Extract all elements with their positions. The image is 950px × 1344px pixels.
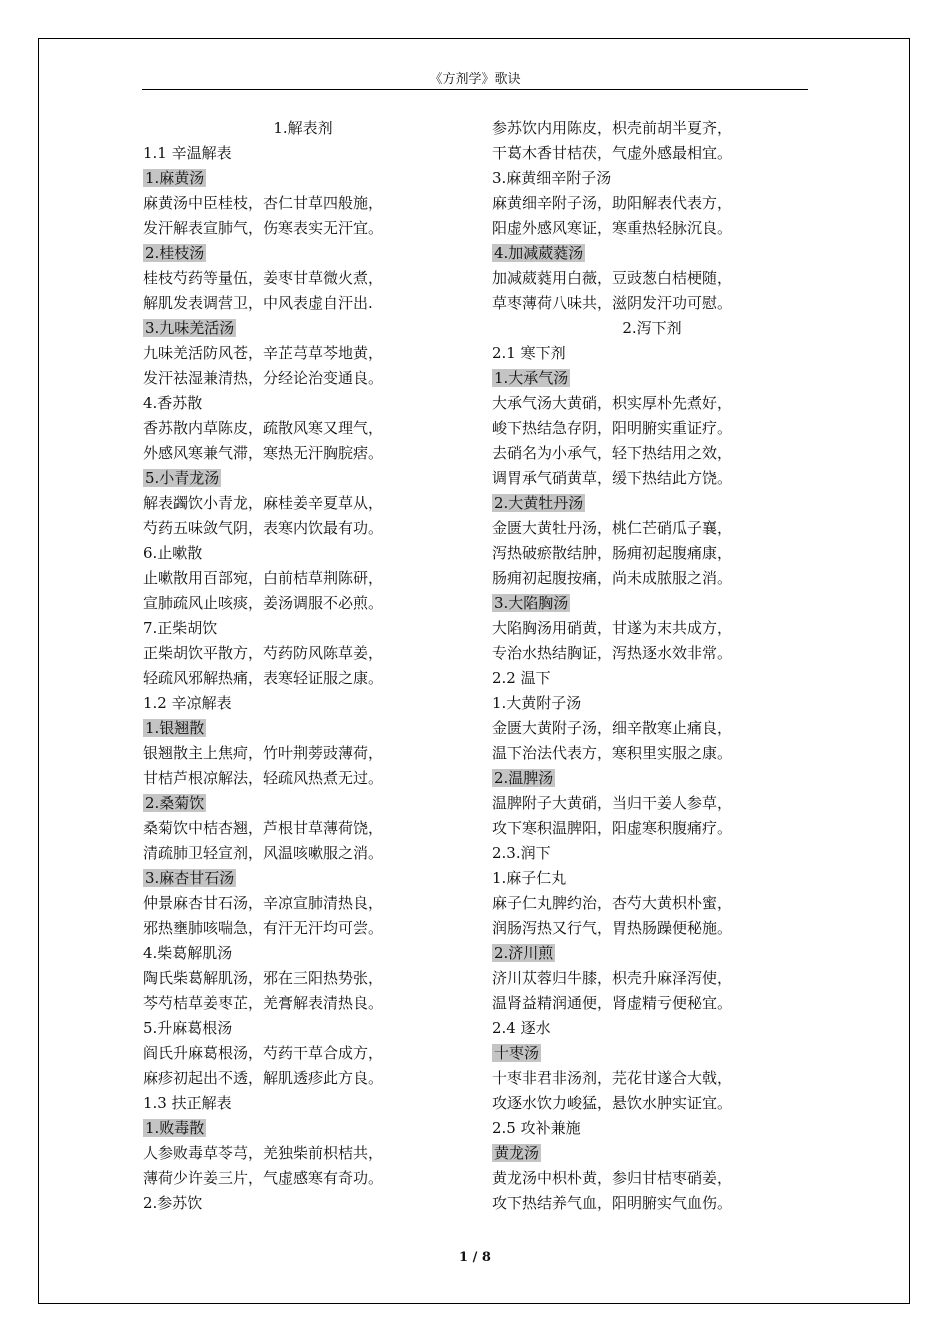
verse-line-text: 肠痈初起腹按痛，尚未成脓服之消。 [492,569,733,587]
verse-line-text: 峻下热结急存阴，阳明腑实重证疗。 [492,419,733,437]
subsection-title-text: 6.止嗽散 [143,544,203,562]
verse-line [143,891,463,916]
verse-line [492,391,812,416]
subsection-title-text: 3.麻黄细辛附子汤 [492,169,612,187]
verse-line-text: 桑菊饮中桔杏翘，芦根甘草薄荷饶， [143,819,384,837]
verse-line-text: 宣肺疏风止咳痰，姜汤调服不必煎。 [143,594,384,612]
subsection-title-text: 2.1 寒下剂 [492,344,566,362]
subsection-title [143,1016,463,1041]
verse-line-text: 调胃承气硝黄草，缓下热结此方饶。 [492,469,733,487]
verse-line-text: 攻逐水饮力峻猛，悬饮水肿实证宜。 [492,1094,733,1112]
verse-line [492,891,812,916]
formula-title-highlighted-text: 1.大承气汤 [494,369,569,387]
verse-line-text: 银翘散主上焦疴，竹叶荆蒡豉薄荷， [143,744,384,762]
subsection-title [143,1191,463,1216]
formula-title-highlighted-text: 黄龙汤 [494,1144,540,1162]
subsection-title-text: 4.香苏散 [143,394,203,412]
verse-line-text: 发汗解表宣肺气，伤寒表实无汗宜。 [143,219,384,237]
formula-title-highlighted-text: 2.桂枝汤 [145,244,205,262]
verse-line [492,566,812,591]
verse-line [143,191,463,216]
verse-line-text: 麻黄汤中臣桂枝，杏仁甘草四般施， [143,194,384,212]
page-number: 1 / 8 [459,1250,491,1265]
verse-line-text: 芩芍桔草姜枣芷，羌膏解表清热良。 [143,994,384,1012]
verse-line-text: 大陷胸汤用硝黄，甘遂为末共成方， [492,619,733,637]
subsection-title-text: 2.参苏饮 [143,1194,203,1212]
subsection-title-text: 1.2 辛凉解表 [143,694,232,712]
subsection-title [492,666,812,691]
verse-line [492,516,812,541]
verse-line-text: 温肾益精润通便，肾虚精亏便秘宜。 [492,994,733,1012]
verse-line-text: 加减葳蕤用白薇，豆豉葱白桔梗随， [492,269,733,287]
verse-line [143,641,463,666]
verse-line [492,141,812,166]
verse-line [492,991,812,1016]
right-column [492,116,812,1216]
verse-line [143,416,463,441]
verse-line-text: 解表蠲饮小青龙，麻桂姜辛夏草从， [143,494,384,512]
formula-title-highlighted [143,716,463,741]
verse-line [143,1066,463,1091]
verse-line-text: 黄龙汤中枳朴黄，参归甘桔枣硝姜， [492,1169,733,1187]
verse-line-text: 阳虚外感风寒证，寒重热轻脉沉良。 [492,219,733,237]
verse-line [492,441,812,466]
subsection-title-text: 1.1 辛温解表 [143,144,232,162]
formula-title-highlighted [492,491,812,516]
subsection-title [492,866,812,891]
formula-title-highlighted-text: 5.小青龙汤 [145,469,220,487]
verse-line [143,1141,463,1166]
verse-line-text: 济川苁蓉归牛膝，枳壳升麻泽泻使， [492,969,733,987]
verse-line-text: 外感风寒兼气滞，寒热无汗胸脘痞。 [143,444,384,462]
verse-line [143,991,463,1016]
header-rule [142,89,808,90]
verse-line-text: 邪热壅肺咳喘急，有汗无汗均可尝。 [143,919,384,937]
formula-title-highlighted-text: 3.麻杏甘石汤 [145,869,235,887]
verse-line [492,1066,812,1091]
verse-line [492,916,812,941]
left-column [143,116,463,1216]
subsection-title [492,841,812,866]
verse-line-text: 发汗祛湿兼清热，分经论治变通良。 [143,369,384,387]
verse-line [492,416,812,441]
subsection-title-text: 1.麻子仁丸 [492,869,567,887]
verse-line [143,841,463,866]
subsection-title [492,1116,812,1141]
verse-line-text: 轻疏风邪解热痛，表寒轻证服之康。 [143,669,384,687]
subsection-title [143,141,463,166]
verse-line [143,1166,463,1191]
formula-title-highlighted-text: 2.大黄牡丹汤 [494,494,584,512]
subsection-title-text: 4.柴葛解肌汤 [143,944,233,962]
formula-title-highlighted [492,1041,812,1066]
formula-title-highlighted [143,466,463,491]
verse-line-text: 干葛木香甘桔茯，气虚外感最相宜。 [492,144,733,162]
verse-line [492,466,812,491]
verse-line [143,1041,463,1066]
verse-line [492,791,812,816]
subsection-title [492,341,812,366]
verse-line-text: 十枣非君非汤剂，芫花甘遂合大戟， [492,1069,733,1087]
formula-title-highlighted [143,166,463,191]
verse-line [143,291,463,316]
subsection-title-text: 1.3 扶正解表 [143,1094,232,1112]
formula-title-highlighted-text: 2.桑菊饮 [145,794,205,812]
verse-line-text: 麻疹初起出不透，解肌透疹此方良。 [143,1069,384,1087]
verse-line [492,741,812,766]
formula-title-highlighted-text: 十枣汤 [494,1044,540,1062]
verse-line [143,341,463,366]
subsection-title [143,1091,463,1116]
subsection-title [492,166,812,191]
verse-line-text: 清疏肺卫轻宣剂，风温咳嗽服之消。 [143,844,384,862]
subsection-title-text: 1.大黄附子汤 [492,694,582,712]
formula-title-highlighted [492,366,812,391]
section-heading-text: 1.解表剂 [273,119,333,137]
verse-line-text: 温脾附子大黄硝，当归干姜人参草， [492,794,733,812]
formula-title-highlighted [492,766,812,791]
verse-line-text: 阎氏升麻葛根汤，芍药干草合成方， [143,1044,384,1062]
verse-line [492,1091,812,1116]
subsection-title-text: 2.3.润下 [492,844,551,862]
verse-line [492,266,812,291]
subsection-title-text: 2.2 温下 [492,669,551,687]
section-heading [143,116,463,141]
subsection-title [143,941,463,966]
verse-line [143,441,463,466]
formula-title-highlighted [143,1116,463,1141]
verse-line-text: 陶氏柴葛解肌汤，邪在三阳热势张， [143,969,384,987]
verse-line [143,766,463,791]
verse-line [143,266,463,291]
verse-line [492,716,812,741]
verse-line [143,916,463,941]
verse-line [143,516,463,541]
verse-line-text: 止嗽散用百部宛，白前桔草荆陈研， [143,569,384,587]
verse-line-text: 专治水热结胸证，泻热逐水效非常。 [492,644,733,662]
verse-line-text: 草枣薄荷八味共，滋阴发汗功可慰。 [492,294,733,312]
formula-title-highlighted-text: 1.银翘散 [145,719,205,737]
verse-line [143,966,463,991]
verse-line [143,491,463,516]
verse-line-text: 大承气汤大黄硝，枳实厚朴先煮好， [492,394,733,412]
verse-line-text: 解肌发表调营卫，中风表虚自汗出. [143,294,373,312]
verse-line-text: 薄荷少许姜三片，气虚感寒有奇功。 [143,1169,384,1187]
verse-line-text: 润肠泻热又行气，胃热肠躁便秘施。 [492,919,733,937]
subsection-title [492,691,812,716]
verse-line [492,641,812,666]
subsection-title [143,541,463,566]
verse-line [143,666,463,691]
formula-title-highlighted [143,866,463,891]
verse-line [143,591,463,616]
verse-line [143,216,463,241]
verse-line [143,741,463,766]
formula-title-highlighted [143,241,463,266]
verse-line-text: 桂枝芍药等量伍，姜枣甘草微火煮， [143,269,384,287]
verse-line [492,966,812,991]
verse-line-text: 九味羌活防风苍，辛芷芎草芩地黄， [143,344,384,362]
verse-line [492,216,812,241]
verse-line-text: 正柴胡饮平散方，芍药防风陈草姜， [143,644,384,662]
verse-line-text: 攻下寒积温脾阳，阳虚寒积腹痛疗。 [492,819,733,837]
verse-line-text: 芍药五味敛气阴，表寒内饮最有功。 [143,519,384,537]
verse-line [492,541,812,566]
formula-title-highlighted-text: 2.温脾汤 [494,769,554,787]
formula-title-highlighted-text: 1.麻黄汤 [145,169,205,187]
verse-line-text: 泻热破瘀散结肿，肠痈初起腹痛康， [492,544,733,562]
section-heading [492,316,812,341]
page-header-title: 《方剂学》歌诀 [429,72,521,87]
formula-title-highlighted [492,941,812,966]
verse-line [143,816,463,841]
verse-line [492,816,812,841]
verse-line-text: 麻黄细辛附子汤，助阳解表代表方， [492,194,733,212]
verse-line [492,191,812,216]
verse-line [492,1166,812,1191]
formula-title-highlighted [492,1141,812,1166]
formula-title-highlighted-text: 1.败毒散 [145,1119,205,1137]
verse-line [492,291,812,316]
subsection-title-text: 2.4 逐水 [492,1019,551,1037]
subsection-title [143,616,463,641]
verse-line [492,616,812,641]
verse-line-text: 攻下热结养气血，阳明腑实气血伤。 [492,1194,733,1212]
subsection-title [492,1016,812,1041]
subsection-title-text: 2.5 攻补兼施 [492,1119,581,1137]
verse-line-text: 去硝名为小承气，轻下热结用之效， [492,444,733,462]
formula-title-highlighted [143,316,463,341]
verse-line [143,366,463,391]
subsection-title-text: 5.升麻葛根汤 [143,1019,233,1037]
formula-title-highlighted-text: 3.九味羌活汤 [145,319,235,337]
verse-line-text: 参苏饮内用陈皮，枳壳前胡半夏齐， [492,119,733,137]
formula-title-highlighted-text: 2.济川煎 [494,944,554,962]
formula-title-highlighted [143,791,463,816]
verse-line [492,1191,812,1216]
section-heading-text: 2.泻下剂 [622,319,682,337]
formula-title-highlighted [492,591,812,616]
subsection-title [143,691,463,716]
subsection-title [143,391,463,416]
verse-line-text: 仲景麻杏甘石汤，辛凉宣肺清热良， [143,894,384,912]
verse-line-text: 金匮大黄附子汤，细辛散寒止痛良， [492,719,733,737]
subsection-title-text: 7.正柴胡饮 [143,619,218,637]
verse-line-text: 金匮大黄牡丹汤，桃仁芒硝瓜子襄， [492,519,733,537]
verse-line-text: 人参败毒草苓芎，羌独柴前枳桔共， [143,1144,384,1162]
verse-line-text: 甘桔芦根凉解法，轻疏风热煮无过。 [143,769,384,787]
verse-line [143,566,463,591]
formula-title-highlighted-text: 3.大陷胸汤 [494,594,569,612]
formula-title-highlighted [492,241,812,266]
verse-line-text: 麻子仁丸脾约治，杏芍大黄枳朴蜜， [492,894,733,912]
verse-line [492,116,812,141]
verse-line-text: 温下治法代表方，寒积里实服之康。 [492,744,733,762]
verse-line-text: 香苏散内草陈皮，疏散风寒又理气， [143,419,384,437]
formula-title-highlighted-text: 4.加减葳蕤汤 [494,244,584,262]
